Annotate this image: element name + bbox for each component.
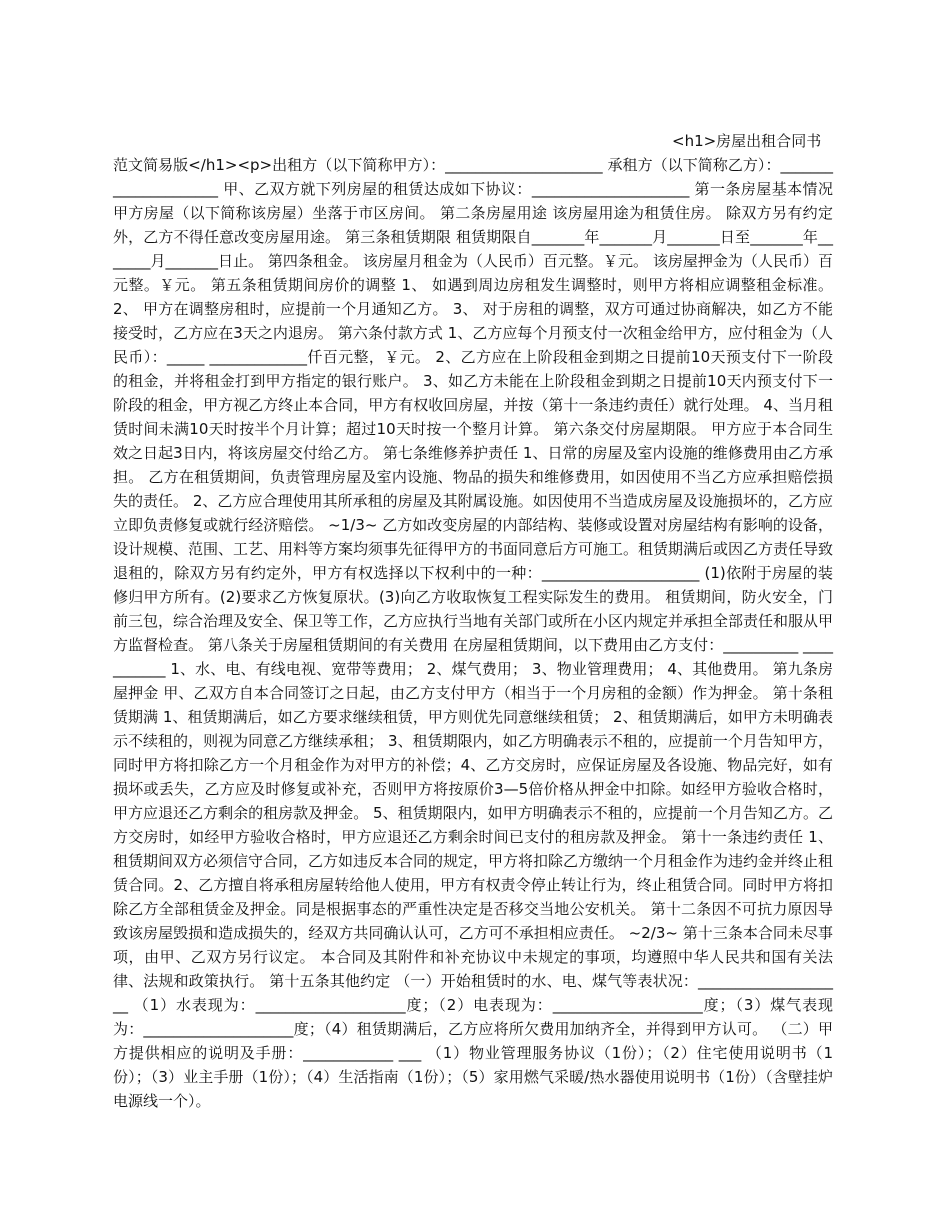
document-title-line: <h1>房屋出租合同书 [672,132,822,150]
contract-body-text: 范文简易版</h1><p>出租方（以下简称甲方）：_____________________ 承租方（以下简称乙方）：_____________________ 甲、乙双方就下列房屋的租赁达成如下协议：_____________________ 第一条房屋基本情况 甲方房屋（以下简称该房屋）坐落于市区房间。 第二条房屋用途 该房屋用途为租赁住房。 除双方另有约定外，乙方不得任意改变房屋用途。 第三条租赁期限 租赁期限自_______年_______月_______日至_______年_______月_______日止。 第四条租金。 该房屋月租金为（人民币）百元整。￥元。 该房屋押金为（人民币）百元整。￥元。 第五条租赁期间房价的调整 1、 如遇到周边房租发生调整时，则甲方将相应调整租金标准。 2、 甲方在调整房租时，应提前一个月通知乙方。 3、 对于房租的调整，双方可通过协商解决，如乙方不能接受时，乙方应在3天之内退房。 第六条付款方式 1、乙方应每个月预支付一次租金给甲方，应付租金为（人民币）：_____ _____________仟百元整，￥元。 2、乙方应在上阶段租金到期之日提前10天预支付下一阶段的租金，并将租金打到甲方指定的银行账户。 3、如乙方未能在上阶段租金到期之日提前10天内预支付下一阶段的租金，甲方视乙方终止本合同，甲方有权收回房屋，并按（第十一条违约责任）就行处理。 4、当月租赁时间未满10天时按半个月计算；超过10天时按一个整月计算。 第六条交付房屋期限。 甲方应于本合同生效之日起3日内，将该房屋交付给乙方。 第七条维修养护责任 1、日常的房屋及室内设施的维修费用由乙方承担。 乙方在租赁期间，负责管理房屋及室内设施、物品的损失和维修费用，如因使用不当乙方应承担赔偿损失的责任。 2、乙方应合理使用其所承租的房屋及其附属设施。如因使用不当造成房屋及设施损坏的，乙方应立即负责修复或就行经济赔偿。 ~1/3~ 乙方如改变房屋的内部结构、装修或设置对房屋结构有影响的设备，设计规模、范围、工艺、用料等方案均须事先征得甲方的书面同意后方可施工。租赁期满后或因乙方责任导致退租的，除双方另有约定外，甲方有权选择以下权利中的一种：_____________________ (1)依附于房屋的装修归甲方所有。(2)要求乙方恢复原状。(3)向乙方收取恢复工程实际发生的费用。 租赁期间，防火安全，门前三包，综合治理及安全、保卫等工作，乙方应执行当地有关部门或所在小区内规定并承担全部责任和服从甲方监督检查。 第八条关于房屋租赁期间的有关费用 在房屋租赁期间，以下费用由乙方支付：__________ ___________ 1、水、电、有线电视、宽带等费用； 2、煤气费用； 3、物业管理费用； 4、其他费用。 第九条房屋押金 甲、乙双方自本合同签订之日起，由乙方支付甲方（相当于一个月房租的金额）作为押金。 第十条租赁期满 1、租赁期满后，如乙方要求继续租赁，甲方则优先同意继续租赁； 2、租赁期满后，如甲方未明确表示不续租的，则视为同意乙方继续承租； 3、租赁期限内，如乙方明确表示不租的，应提前一个月告知甲方，同时甲方将扣除乙方一个月租金作为对甲方的补偿；4、乙方交房时，应保证房屋及各设施、物品完好，如有损坏或丢失，乙方应及时修复或补充，否则甲方将按原价3—5倍价格从押金中扣除。如经甲方验收合格时，甲方应退还乙方剩余的租房款及押金。 5、租赁期限内，如甲方明确表示不租的，应提前一个月告知乙方。乙方交房时，如经甲方验收合格时，甲方应退还乙方剩余时间已支付的租房款及押金。 第十一条违约责任 1、租赁期间双方必须信守合同，乙方如违反本合同的规定，甲方将扣除乙方缴纳一个月租金作为违约金并终止租赁合同。2、乙方擅自将承租房屋转给他人使用，甲方有权责令停止转让行为，终止租赁合同。同时甲方将扣除乙方全部租赁金及押金。同是根据事态的严重性决定是否移交当地公安机关。 第十二条因不可抗力原因导致该房屋毁损和造成损失的，经双方共同确认认可，乙方可不承担相应责任。 ~2/3~ 第十三条本合同未尽事项，由甲、乙双方另行议定。 本合同及其附件和补充协议中未规定的事项，均遵照中华人民共和国有关法律、法规和政策执行。 第十五条其他约定 （一）开始租赁时的水、电、煤气等表状况：____________________ （1）水表现为：____________________度；（2）电表现为：____________________度；（3）煤气表现为：____________________度；（4）租赁期满后，乙方应将所欠费用加纳齐全，并得到甲方认可。 （二）甲方提供相应的说明及手册：____________ ___ （1）物业管理服务协议（1份）；（2）住宅使用说明书（1份）；（3）业主手册（1份）；（4）生活指南（1份）；（5）家用燃气采暖/热水器使用说明书（1份）（含壁挂炉电源线一个）。 [113,156,834,1110]
